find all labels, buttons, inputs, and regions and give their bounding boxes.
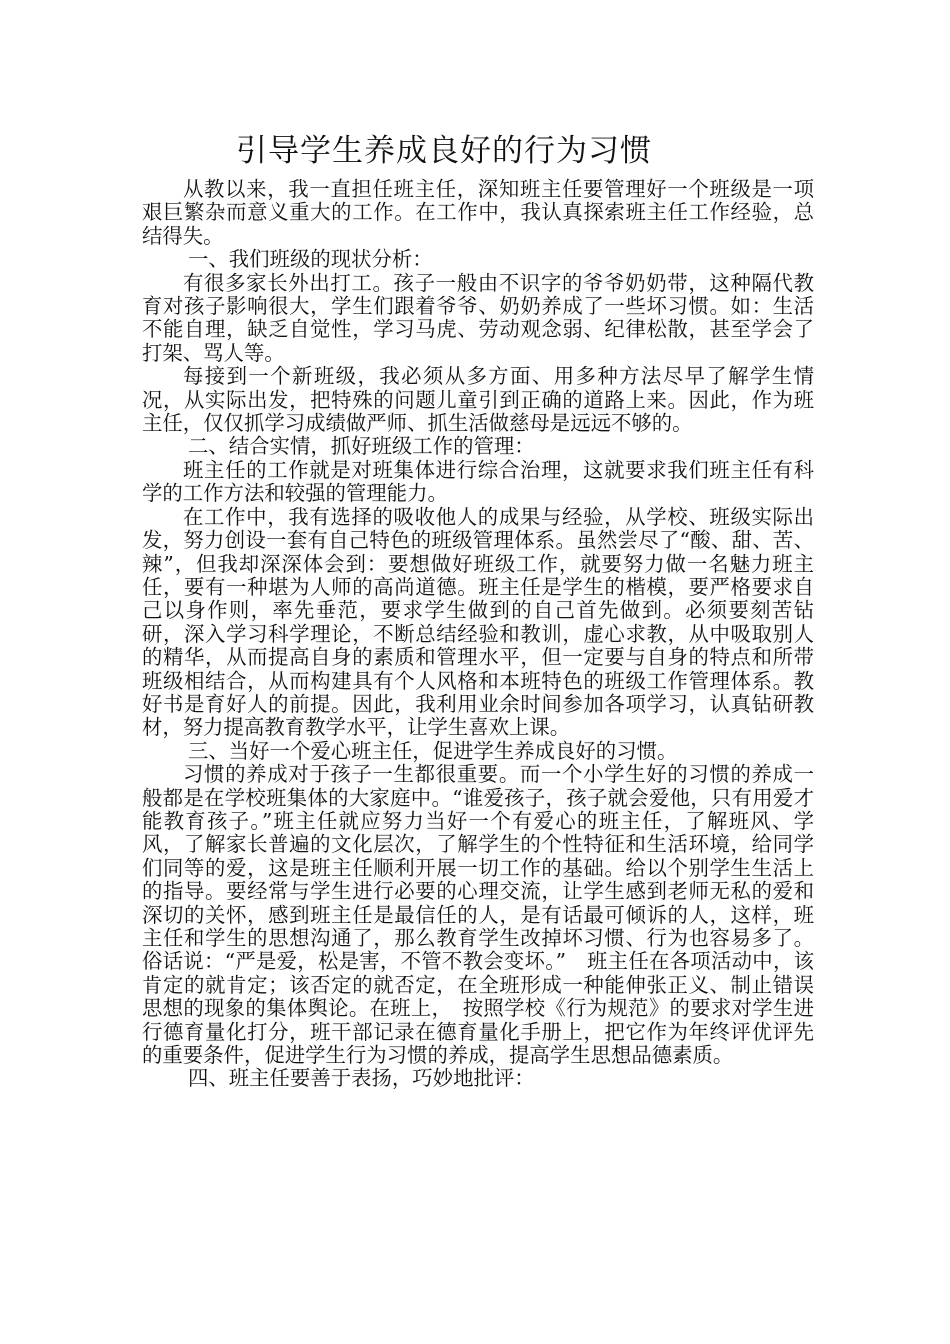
paragraph-5: 习惯的养成对于孩子一生都很重要。而一个小学生好的习惯的养成一般都是在学校班集体的大家庭中。“谁爱孩子，孩子就会爱他，只有用爱才能教育孩子。”班主任就应努力当好一个有爱心的班主任，了解班风、学风，了解家长普遍的文化层次，了解学生的个性特征和生活环境，给同学们同等的爱，这是班主任顺利开展一切工作的基础。给以个别学生生活上的指导。要经常与学生进行必要的心理交流，让学生感到老师无私的爱和深切的关怀，感到班主任是最信任的人，是有话最可倾诉的人，这样，班主任和学生的思想沟通了，那么教育学生改掉坏习惯、行为也容易多了。俗话说：“严是爱，松是害，不管不教会变坏。” 班主任在各项活动中，该肯定的就肯定；该否定的就否定，在全班形成一种能伸张正义、制止错误思想的现象的集体舆论。在班上， 按照学校《行为规范》的要求对学生进行德育量化打分，班干部记录在德育量化手册上，把它作为年终评优评先的重要条件，促进学生行为习惯的养成，提高学生思想品德素质。 xyxy=(142,762,814,1068)
section-heading-2: 二、结合实情，抓好班级工作的管理： xyxy=(188,434,535,459)
section-heading-1: 一、我们班级的现状分析： xyxy=(188,247,433,272)
paragraph-intro: 从教以来，我一直担任班主任，深知班主任要管理好一个班级是一项艰巨繁杂而意义重大的工作。在工作中，我认真探索班主任工作经验，总结得失。 xyxy=(142,177,814,248)
paragraph-4: 在工作中，我有选择的吸收他人的成果与经验，从学校、班级实际出发，努力创设一套有自己特色的班级管理体系。虽然尝尽了“酸、甜、苦、辣”，但我却深深体会到：要想做好班级工作，就要努力做一名魅力班主任，要有一种堪为人师的高尚道德。班主任是学生的楷模，要严格要求自己以身作则，率先垂范，要求学生做到的自己首先做到。必须要刻苦钻研，深入学习科学理论，不断总结经验和教训，虚心求教，从中吸取别人的精华，从而提高自身的素质和管理水平，但一定要与自身的特点和所带班级相结合，从而构建具有个人风格和本班特色的班级工作管理体系。教好书是育好人的前提。因此，我利用业余时间参加各项学习，认真钻研教材，努力提高教育教学水平，让学生喜欢上课。 xyxy=(142,504,814,740)
section-heading-3: 三、当好一个爱心班主任，促进学生养成良好的习惯。 xyxy=(188,738,678,763)
document-title: 引导学生养成良好的行为习惯 xyxy=(236,133,652,169)
section-heading-4: 四、班主任要善于表扬，巧妙地批评： xyxy=(188,1066,535,1091)
paragraph-2: 每接到一个新班级，我必须从多方面、用多种方法尽早了解学生情况，从实际出发，把特殊的问题儿童引到正确的道路上来。因此，作为班主任，仅仅抓学习成绩做严师、抓生活做慈母是远远不够的。 xyxy=(142,364,814,436)
paragraph-3: 班主任的工作就是对班集体进行综合治理，这就要求我们班主任有科学的工作方法和较强的管理能力。 xyxy=(142,457,814,506)
paragraph-1: 有很多家长外出打工。孩子一般由不识字的爷爷奶奶带，这种隔代教育对孩子影响很大，学生们跟着爷爷、奶奶养成了一些坏习惯。如：生活不能自理，缺乏自觉性，学习马虎、劳动观念弱、纪律松散，甚至学会了打架、骂人等。 xyxy=(142,270,814,365)
document-page xyxy=(142,128,814,1091)
